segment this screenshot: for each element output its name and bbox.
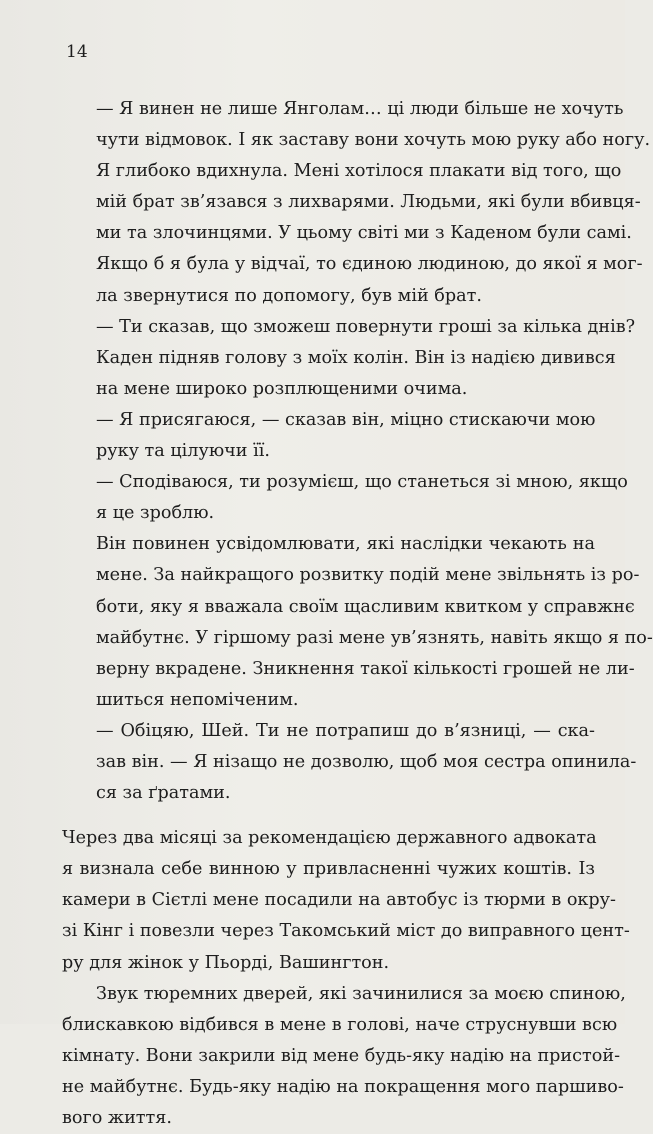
text-line: — Ти сказав, що зможеш повернути гроші за кілька днів? [96, 316, 636, 337]
text-line: ла звернутися по допомогу, був мій брат. [96, 285, 482, 306]
page-number: 14 [66, 42, 88, 62]
text-line: Він повинен усвідомлювати, які наслідки чекають на [96, 534, 595, 555]
text-line: Якщо б я була у відчаї, то єдиною людиною, до якої я мог- [96, 254, 643, 275]
text-line: руку та цілуючи її. [96, 441, 270, 462]
text-line: верну вкрадене. Зникнення такої кількості грошей не ли- [96, 658, 635, 679]
text-line: мій брат зв’язався з лихварями. Людьми, які були вбивця- [96, 192, 641, 213]
text-line: Через два місяці за рекомендацією державного адвоката [62, 828, 597, 849]
text-line: ми та злочинцями. У цьому світі ми з Каденом були самі. [96, 223, 632, 244]
text-line: вого життя. [62, 1108, 172, 1128]
text-line: блискавкою відбився в мене в голові, наче струснувши всю [62, 1014, 618, 1035]
text-line: ся за ґратами. [96, 783, 231, 804]
text-line: — Обіцяю, Шей. Ти не потрапиш до в’язниці, — ска- [96, 720, 595, 741]
body-text [62, 94, 653, 1134]
text-line: — Я присягаюся, — сказав він, міцно стискаючи мою [96, 409, 596, 430]
text-line: зі Кінг і повезли через Такомський міст до виправного цент- [62, 921, 630, 942]
text-line: — Я винен не лише Янголам… ці люди більше не хочуть [96, 99, 624, 119]
text-line: я це зроблю. [96, 503, 215, 524]
text-line: Каден підняв голову з моїх колін. Він із надією дивився [96, 347, 616, 368]
text-line: зав він. — Я нізащо не дозволю, щоб моя сестра опинила- [96, 751, 637, 772]
text-line: на мене широко розплющеними очима. [96, 378, 468, 399]
text-line: — Сподіваюся, ти розумієш, що станеться зі мною, якщо [96, 472, 628, 493]
text-line: кімнату. Вони закрили від мене будь-яку надію на пристой- [62, 1045, 621, 1066]
text-line: мене. За найкращого розвитку подій мене звільнять із ро- [96, 565, 640, 586]
text-line: не майбутнє. Будь-яку надію на покращення мого паршиво- [62, 1076, 624, 1097]
text-line: шиться непоміченим. [96, 689, 299, 710]
text-line: боти, яку я вважала своїм щасливим квитком у справжнє [96, 596, 635, 617]
text-line: ру для жінок у Пьорді, Вашингтон. [62, 952, 390, 973]
text-line: Звук тюремних дверей, які зачинилися за моєю спиною, [96, 983, 626, 1004]
text-line: майбутнє. У гіршому разі мене ув’язнять, навіть якщо я по- [96, 627, 653, 648]
text-line: я визнала себе винною у привласненні чужих коштів. Із [62, 859, 595, 880]
text-line: чути відмовок. І як заставу вони хочуть мою руку або ногу. [96, 130, 651, 151]
text-line: Я глибоко вдихнула. Мені хотілося плакати від того, що [96, 161, 622, 182]
text-line: камери в Сієтлі мене посадили на автобус із тюрми в окру- [62, 890, 616, 911]
